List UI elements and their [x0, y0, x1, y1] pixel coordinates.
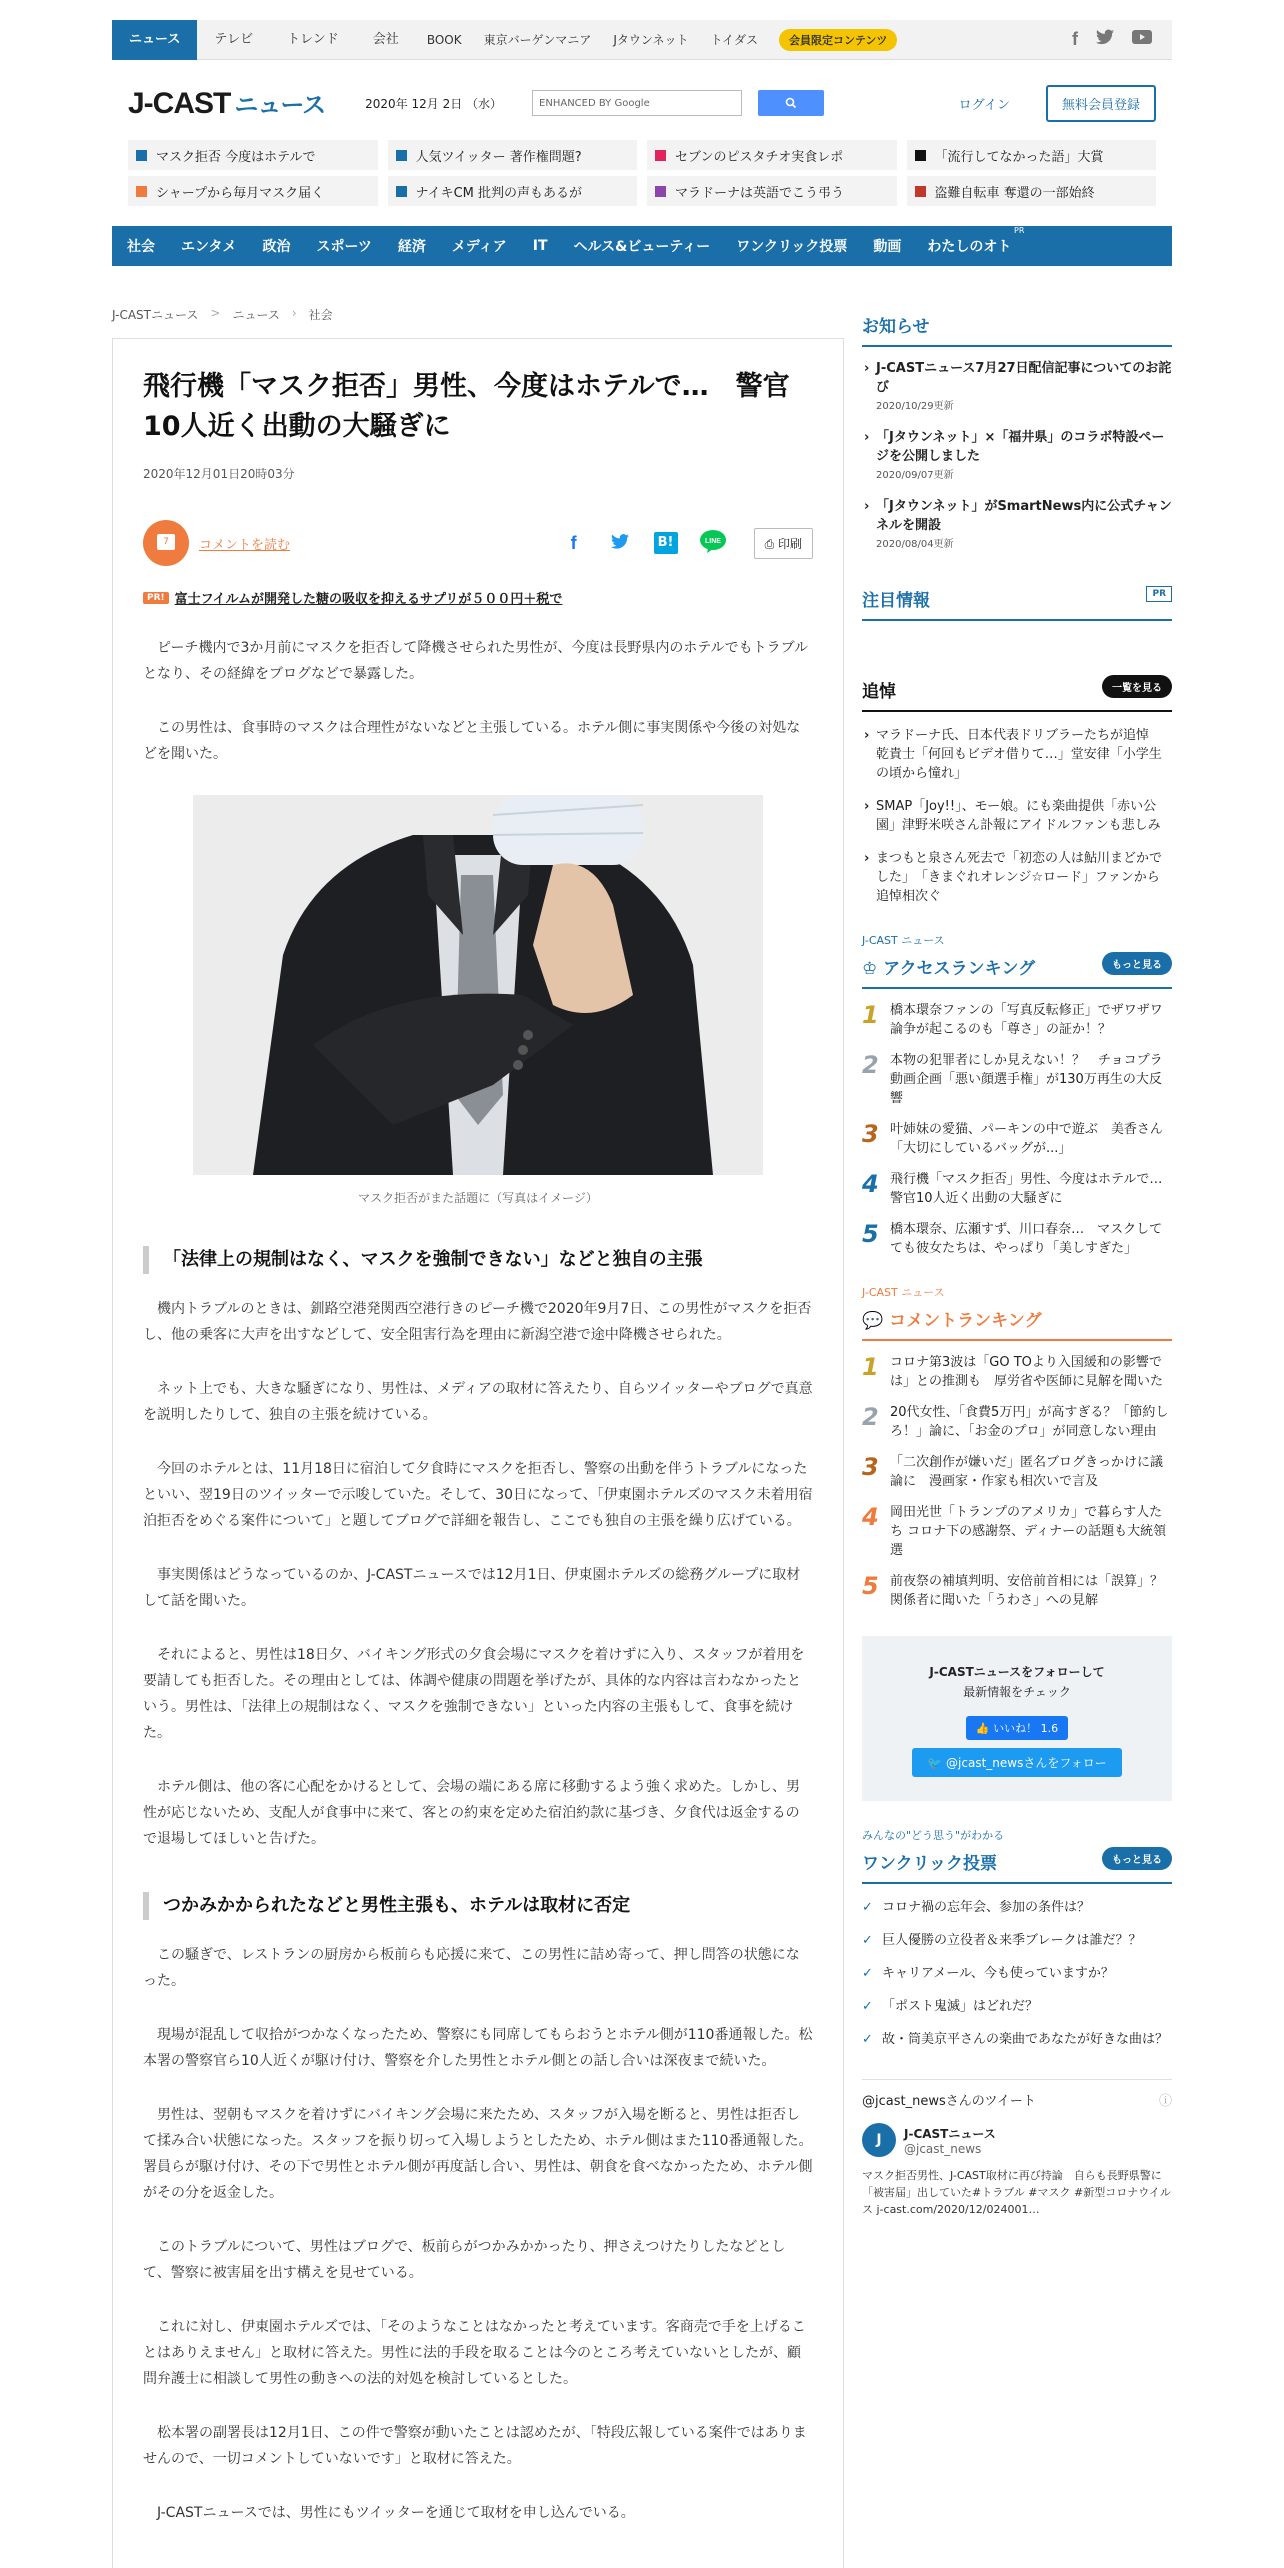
tsuito-item[interactable]: › まつもと泉さん死去で「初恋の人は鮎川まどかでした」 「きまぐれオレンジ☆ロード」ファンから追悼相次ぐ [862, 849, 1172, 906]
breadcrumb-separator: › [291, 306, 297, 320]
pickup-link[interactable] [647, 176, 897, 206]
member-content-badge[interactable]: 会員限定コンテンツ [779, 29, 897, 51]
pickup-color-marker [915, 150, 926, 161]
category-nav-item[interactable]: 社会 [127, 239, 155, 255]
tsuito-more-button[interactable]: 一覧を見る [1102, 675, 1172, 698]
pickup-color-marker [136, 186, 147, 197]
share-bar [143, 520, 813, 566]
topnav-bargain[interactable]: 東京バーゲンマニア [483, 32, 592, 47]
attention-title: 注目情報 [862, 591, 930, 611]
print-button[interactable] [754, 528, 813, 559]
notice-heading: お知らせ [862, 312, 1172, 347]
logo-news: ニュース [234, 92, 326, 119]
article-paragraph: 男性は、翌朝もマスクを着けずにバイキング会場に来たため、スタッフが入場を断ると、男性は拒否して揉み合い状態になった。スタッフを振り切って入場しようとしたため、ホテル側はまた110番通報した。署員らが駆け付け、その下で男性とホテル側が再度話し合い、男性は、朝食を食べなかったため、ホテル側がその分を返金した。 [143, 2107, 813, 2201]
search-icon [785, 97, 797, 109]
mask-man-illustration [193, 795, 763, 1175]
vote-item[interactable]: ✓ キャリアメール、今も使っていますか？ [862, 1964, 1172, 1983]
twitter-timeline [862, 2079, 1172, 2218]
rank-number: 2 [862, 1403, 879, 1431]
tweet-header-label: @jcast_newsさんのツイート [862, 2094, 1036, 2109]
rank-title: 20代女性、「食費5万円」が高すぎる？「節約しろ！」論に、「お金のプロ」が同意しない理由 [890, 1405, 1169, 1439]
tweet-text: マスク拒否男性、J-CAST取材に再び持論 自らも長野県警に「被害届」出していた#トラブル #マスク #新型コロナウイルス j-cast.com/2020/12/024001… [862, 2169, 1171, 2216]
comment-item[interactable] [862, 1453, 1172, 1491]
access-item[interactable] [862, 1220, 1172, 1258]
vote-item[interactable]: ✓ 巨人優勝の立役者＆来季ブレークは誰だ？？ [862, 1931, 1172, 1950]
article-paragraph: 事実関係はどうなっているのか、J-CASTニュースでは12月1日、伊東園ホテルズの総務グループに取材して話を聞いた。 [143, 1567, 801, 1609]
vote-item[interactable]: ✓ 「ポスト鬼滅」はどれだ？ [862, 1997, 1172, 2016]
article-paragraph: ピーチ機内で3か月前にマスクを拒否して降機させられた男性が、今度は長野県内のホテルでもトラブルとなり、その経緯をブログなどで暴露した。 [143, 640, 809, 682]
article-paragraph: 現場が混乱して収拾がつかなくなったため、警察にも同席してもらおうとホテル側が110番通報した。松本署の警察官ら10人近くが駆け付け、警察を介した男性とホテル側との話し合いは深夜まで続いた。 [143, 2027, 813, 2069]
tweet-author-name: J-CASTニュース [904, 2126, 996, 2141]
pickup-link[interactable] [128, 140, 378, 170]
article-date: 2020年12月01日20時03分 [143, 467, 295, 481]
article-paragraph: この騒ぎで、レストランの厨房から板前らも応援に来て、この男性に詰め寄って、押し問答の状態になった。 [143, 1947, 800, 1989]
svg-text:LINE: LINE [704, 537, 721, 545]
rank-number: 3 [862, 1453, 879, 1481]
search-button[interactable] [758, 90, 824, 116]
pickup-color-marker [136, 150, 147, 161]
topnav-news[interactable]: ニュース [112, 20, 197, 60]
tsuito-item[interactable]: › マラドーナ氏、日本代表ドリブラーたちが追悼 乾貴士「何回もビデオ借りて…」堂安律「小学生の頃から憧れ」 [862, 726, 1172, 783]
comment-item[interactable] [862, 1572, 1177, 1610]
pickup-link[interactable] [907, 140, 1157, 170]
social-links [1072, 29, 1172, 50]
article-paragraph: このトラブルについて、男性はブログで、板前らがつかみかかったり、押さえつけたりしたなどとして、警察に被害届を出す構えを見せている。 [143, 2239, 786, 2281]
breadcrumb-home[interactable]: J-CASTニュース [112, 308, 199, 322]
rank-number: 5 [862, 1572, 879, 1600]
access-more-button[interactable]: もっと見る [1102, 952, 1172, 975]
comment-title: コメントランキング [889, 1311, 1042, 1331]
follow-text-2: 最新情報をチェック [963, 1685, 1071, 1699]
category-nav-item[interactable]: 経済 [397, 239, 426, 255]
category-nav-item[interactable]: IT [532, 238, 548, 254]
comment-item[interactable] [862, 1353, 1172, 1391]
pickup-link[interactable] [128, 176, 378, 206]
pickup-label: 盗難自転車 奪還の一部始終 [934, 185, 1095, 201]
rank-number: 2 [862, 1051, 879, 1079]
article-paragraph: 今回のホテルとは、11月18日に宿泊して夕食時にマスクを拒否し、警察の出動を伴うトラブルになったといい、翌19日のツイッターで示唆していた。そして、30日になって、「伊東園ホテルズのマスク未着用宿泊拒否をめぐる案件について」と題してブログで詳細を報告し、ここでも独自の主張を繰り広げている。 [143, 1461, 813, 1529]
twitter-bird-icon: 🐦 [927, 1756, 947, 1770]
tweet-author-handle: @jcast_news [904, 2141, 982, 2156]
crown-icon: ♔ [862, 959, 884, 979]
tsuito-item[interactable]: › SMAP「Joy!!」、モー娘。にも楽曲提供「赤い公園」津野米咲さん訃報にアイドルファンも悲しみ [862, 797, 1172, 835]
category-nav-item[interactable]: わたしのオト PR [927, 226, 1025, 255]
notice-date: 2020/08/04更新 [876, 539, 954, 550]
vote-title: ワンクリック投票 [862, 1854, 997, 1874]
article-title: 飛行機「マスク拒否」男性、今度はホテルで… 警官10人近く出動の大騒ぎに [143, 371, 790, 442]
topnav-tv[interactable]: テレビ [214, 31, 254, 47]
rank-title: 橋本環奈ファンの「写真反転修正」でザワザワ 論争が起こるのも「尊さ」の証か！？ [890, 1003, 1176, 1037]
twitter-follow-button[interactable] [912, 1748, 1122, 1777]
article-photo [193, 795, 763, 1175]
topnav-book[interactable]: BOOK [426, 32, 462, 47]
comment-count: 7 [157, 534, 175, 550]
category-nav-item[interactable]: エンタメ [181, 239, 237, 255]
notice-date: 2020/10/29更新 [876, 401, 954, 412]
logo-jcast: J-CAST [128, 87, 231, 120]
access-kicker: J-CAST ニュース [862, 934, 945, 947]
pickup-label: マラドーナは英語でこう弔う [675, 185, 845, 201]
pickup-label: シャープから毎月マスク届く [156, 185, 325, 201]
pickup-color-marker [655, 150, 666, 161]
youtube-icon[interactable] [1132, 29, 1152, 50]
vote-more-button[interactable]: もっと見る [1102, 1847, 1172, 1870]
article-paragraph: ホテル側は、他の客に心配をかけるとして、会場の端にある席に移動するよう強く求めた。しかし、男性が応じないため、支配人が食事中に来て、客との約束を定めた宿泊約款に基づき、夕食代は返金するので退場してほしいと告げた。 [143, 1779, 801, 1847]
vote-item[interactable]: ✓ 故・筒美京平さんの楽曲であなたが好きな曲は？ [862, 2030, 1172, 2049]
article-paragraph: 松本署の副署長は12月1日、この件で警察が動いたことは認めたが、「特段広報している案件ではありませんので、一切コメントしていないです」と取材に答えた。 [143, 2425, 807, 2467]
comment-item[interactable] [862, 1503, 1172, 1560]
pickup-color-marker [396, 150, 407, 161]
pickup-color-marker [396, 186, 407, 197]
pr-badge: PR [1146, 586, 1172, 602]
article-paragraph: これに対し、伊東園ホテルズでは、「そのようなことはなかったと考えています。客商売で手を上げることはありえません」と取材に答えた。男性に法的手段を取ることは今のところ考えていないとしたが、顧問弁護士に相談して男性の動きへの法的対処を検討しているとした。 [143, 2319, 806, 2387]
facebook-like-button[interactable] [966, 1716, 1068, 1740]
printer-icon: ⎙ [764, 536, 778, 551]
pickup-label: ナイキCM 批判の声もあるが [415, 185, 583, 201]
print-label: 印刷 [777, 536, 802, 551]
article-paragraph: J-CASTニュースでは、男性にもツイッターを通じて取材を申し込んでいる。 [157, 2505, 635, 2521]
topnav-jtown[interactable]: Jタウンネット [613, 32, 689, 47]
pickup-label: 人気ツイッター 著作権問題? [415, 149, 582, 165]
category-nav-item[interactable]: 動画 [873, 239, 902, 255]
category-nav-item[interactable]: スポーツ [316, 239, 372, 255]
vote-list [862, 1898, 1172, 2049]
notice-title: J-CASTニュース7月27日配信記事についてのお詫び [876, 361, 1172, 395]
pickup-label: マスク拒否 今度はホテルで [156, 149, 316, 165]
pickup-links [112, 140, 1172, 206]
comment-count-badge[interactable] [143, 520, 189, 566]
vote-kicker: みんなの"どう思う"がわかる [862, 1829, 1005, 1842]
article-paragraph: ネット上でも、大きな騒ぎになり、男性は、メディアの取材に答えたり、自らツイッターやブログで真意を説明したりして、独自の主張を続けている。 [143, 1381, 813, 1423]
topnav-company[interactable]: 会社 [372, 31, 399, 47]
like-label: いいね！ 1.6 [993, 1722, 1059, 1735]
access-item[interactable] [862, 1051, 1172, 1108]
notice-item[interactable] [862, 497, 1172, 554]
pickup-label: 「流行してなかった語」大賞 [934, 149, 1104, 165]
pickup-link[interactable] [388, 140, 638, 170]
access-item[interactable] [862, 1120, 1172, 1158]
info-icon[interactable]: ⓘ [1158, 2094, 1172, 2109]
rank-title: 前夜祭の補填判明、安倍前首相には「誤算」？ 関係者に聞いた「うわさ」への見解 [890, 1574, 1177, 1608]
section-heading: 「法律上の規制はなく、マスクを強制できない」などと独自の主張 [143, 1246, 813, 1274]
notice-date: 2020/09/07更新 [876, 470, 954, 481]
comment-item[interactable] [862, 1403, 1172, 1441]
access-ranking-heading [862, 948, 1172, 989]
twitter-icon[interactable] [1096, 29, 1114, 50]
topnav-toidas[interactable]: トイダス [710, 32, 758, 47]
tsuito-title: 追悼 [862, 682, 896, 702]
follow-box [862, 1636, 1172, 1801]
breadcrumb-news[interactable]: ニュース [232, 308, 280, 322]
speech-bubble-icon: 💬 [862, 1311, 890, 1331]
access-title: アクセスランキング [883, 959, 1036, 979]
pickup-link[interactable] [907, 176, 1157, 206]
login-link[interactable]: ログイン [958, 97, 1010, 113]
twitter-share-icon[interactable] [608, 533, 632, 554]
topnav-trend[interactable]: トレンド [287, 31, 339, 47]
pr-mark: PR [1014, 226, 1025, 235]
tsuito-list [862, 726, 1172, 906]
rank-number: 5 [862, 1220, 879, 1248]
register-button[interactable]: 無料会員登録 [1046, 85, 1156, 122]
top-nav-bar [112, 20, 1172, 60]
article-paragraph: それによると、男性は18日夕、バイキング形式の夕食会場にマスクを着けずに入り、スタッフが着用を要請しても拒否した。その理由としては、体調や健康の問題を挙げたが、具体的な内容は言わなかったという。男性は、「法律上の規制はなく、マスクを強制できない」といった内容の主張もして、食事を続けた。 [143, 1647, 805, 1741]
sidebar [862, 312, 1177, 2218]
site-logo[interactable] [128, 85, 325, 121]
tsuito-heading [862, 677, 1172, 712]
jcast-avatar[interactable]: J [862, 2123, 896, 2157]
pr-link[interactable] [143, 588, 813, 607]
comment-ranking-list [862, 1353, 1177, 1610]
breadcrumb-society[interactable]: 社会 [308, 308, 333, 322]
notice-title: 「Jタウンネット」がSmartNews内に公式チャンネルを開設 [876, 499, 1172, 533]
pickup-label: セブンのピスタチオ実食レポ [675, 149, 844, 165]
rank-number: 1 [862, 1353, 879, 1381]
pickup-link[interactable] [388, 176, 638, 206]
rank-number: 3 [862, 1120, 879, 1148]
rank-title: 「二次創作が嫌いだ」匿名ブログきっかけに議論に 漫画家・作家も相次いで言及 [890, 1455, 1164, 1489]
tweet-header [862, 2090, 1172, 2109]
rank-number: 4 [862, 1503, 879, 1531]
article-paragraph: 機内トラブルのときは、釧路空港発関西空港行きのピーチ機で2020年9月7日、この男性がマスクを拒否し、他の乗客に大声を出すなどして、安全阻害行為を理由に新潟空港で途中降機させられた。 [143, 1301, 812, 1343]
vote-heading [862, 1843, 1172, 1884]
notice-item[interactable] [862, 428, 1172, 485]
comment-kicker: J-CAST ニュース [862, 1286, 945, 1299]
breadcrumb-separator: > [210, 306, 221, 320]
rank-title: コロナ第3波は「GO TOより入国緩和の影響では」との推測も 厚労省や医師に見解を聞いた [890, 1355, 1164, 1389]
article [112, 338, 844, 2568]
access-item[interactable] [862, 1001, 1176, 1039]
category-nav-item[interactable]: 政治 [262, 239, 291, 255]
comment-ranking-heading [862, 1300, 1172, 1341]
tweet-author [862, 2123, 1172, 2157]
access-item[interactable] [862, 1170, 1176, 1208]
search-input[interactable]: ENHANCED BY Google [532, 90, 742, 116]
category-nav-item[interactable]: ワンクリック投票 [736, 239, 848, 255]
hatena-bookmark-icon[interactable]: B! [654, 532, 678, 554]
pickup-color-marker [915, 186, 926, 197]
line-share-icon[interactable] [700, 529, 724, 558]
rank-number: 1 [862, 1001, 879, 1029]
rank-title: 橋本環奈、広瀬すず、川口春奈… マスクしてても彼女たちは、やっぱり「美しすぎた」 [890, 1222, 1163, 1256]
pr-text: 富士フイルムが開発した糖の吸収を抑えるサプリが５００円＋税で [174, 592, 563, 607]
photo-caption: マスク拒否がまた話題に（写真はイメージ） [358, 1191, 598, 1205]
rank-title: 岡田光世「トランプのアメリカ」で暮らす人たち コロナ下の感謝祭、ディナーの話題も大統領選 [890, 1505, 1167, 1558]
facebook-share-icon[interactable]: f [570, 532, 577, 553]
category-nav [112, 226, 1172, 266]
pickup-link[interactable] [647, 140, 897, 170]
follow-text-1: J-CASTニュースをフォローして [929, 1665, 1105, 1679]
rank-title: 叶姉妹の愛猫、パーキンの中で遊ぶ 美香さん「大切にしているバッグが...」 [890, 1122, 1163, 1156]
read-comments-link[interactable]: コメントを読む [199, 537, 291, 553]
pickup-color-marker [655, 186, 666, 197]
rank-title: 本物の犯罪者にしか見えない！？ チョコプラ動画企画「悪い顔選手権」が130万再生の大反響 [890, 1053, 1163, 1106]
category-nav-item[interactable]: メディア [451, 239, 507, 255]
article-paragraph: この男性は、食事時のマスクは合理性がないなどと主張している。ホテル側に事実関係や今後の対処などを聞いた。 [143, 720, 801, 762]
rank-number: 4 [862, 1170, 879, 1198]
access-ranking-list [862, 1001, 1176, 1258]
category-nav-item[interactable]: ヘルス&ビューティー [573, 239, 711, 255]
site-header [112, 78, 1172, 128]
current-date: 2020年 12月 2日 （水） [365, 96, 503, 111]
notice-item[interactable] [862, 359, 1172, 416]
notice-title: 「Jタウンネット」×「福井県」のコラボ特設ページを公開しました [876, 430, 1165, 464]
notice-list [862, 359, 1172, 554]
follow-label: @jcast_newsさんをフォロー [946, 1756, 1107, 1770]
rank-title: 飛行機「マスク拒否」男性、今度はホテルで… 警官10人近く出動の大騒ぎに [890, 1172, 1176, 1206]
section-heading: つかみかかられたなどと男性主張も、ホテルは取材に否定 [143, 1892, 813, 1920]
thumbs-up-icon: 👍 [975, 1722, 994, 1735]
facebook-icon[interactable]: f [1072, 29, 1078, 49]
vote-item[interactable]: ✓ コロナ禍の忘年会、参加の条件は？ [862, 1898, 1172, 1917]
attention-heading [862, 586, 1172, 621]
pr-tag: PR! [143, 592, 169, 604]
